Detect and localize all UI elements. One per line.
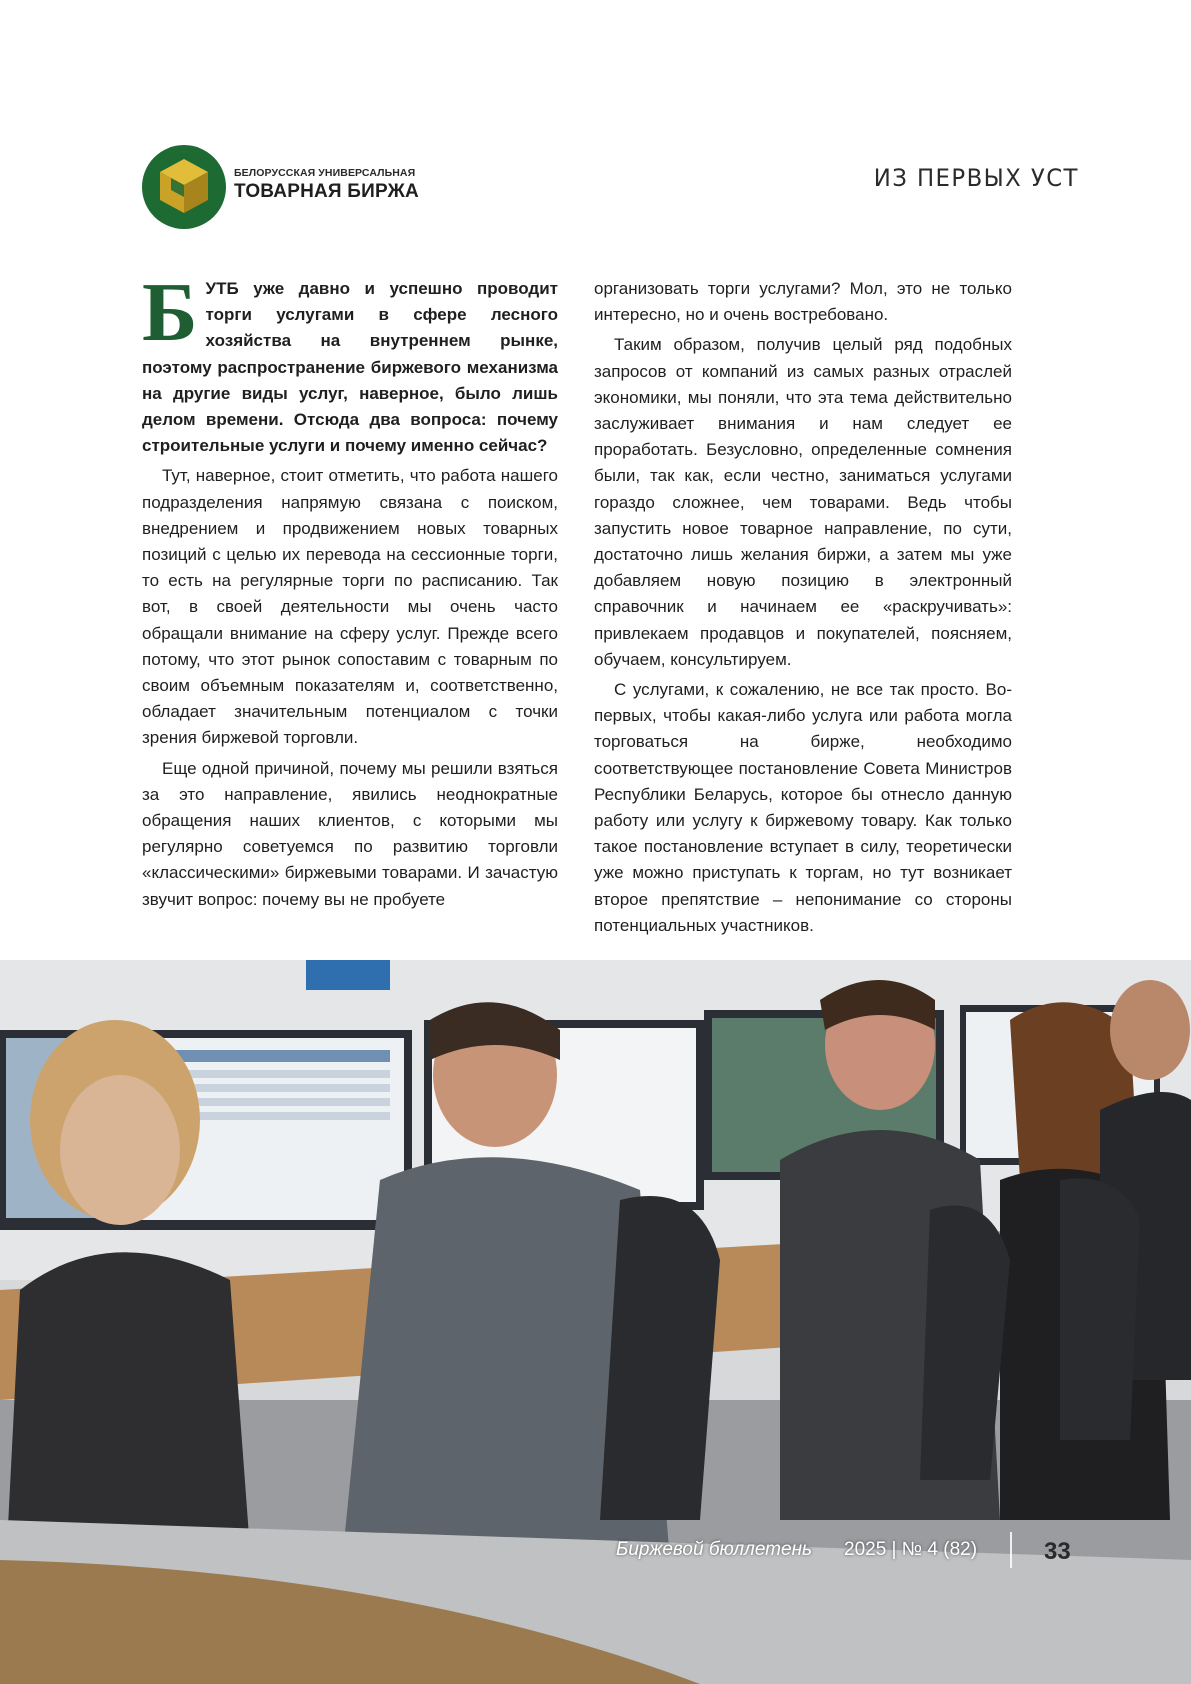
article-right-column [594,276,1012,939]
article-paragraph: С услугами, к сожалению, не все так просто. Во-первых, чтобы какая-либо услуга или работа могла торговаться на бирже, необходимо соответствующее постановление Совета Министров Республики Беларусь, которое бы отнесло данную работу или услугу к биржевому товару. Как только такое постановление вступает в силу, теоретически уже можно приступать к торгам, но тут возникает второе препятствие – непонимание со стороны потенциальных участников. [594,680,1012,935]
footer-divider [1010,1532,1012,1568]
page-number: 33 [1044,1538,1071,1565]
article-paragraph: Таким образом, получив целый ряд подобных запросов от компаний из самых разных отраслей экономики, мы поняли, что эта тема действительно заслуживает внимания и нам следует ее проработать. Безусловно, определенные сомнения были, так как, если честно, заниматься услугами гораздо сложнее, чем товарами. Ведь чтобы запустить новое товарное направление, по сути, достаточно лишь желания биржи, а затем мы уже добавляем новую позицию в электронный справочник и начинаем ее «раскручивать»: привлекаем продавцов и покупателей, поясняем, обучаем, консультируем. [594,335,1012,669]
lead-text: УТБ уже давно и успешно проводит торги услугами в сфере лесного хозяйства на внутреннем рынке, поэтому распространение биржевого механизма на другие виды услуг, наверное, было лишь делом времени. Отсюда два вопроса: почему строительные услуги и почему именно сейчас? [142,279,558,456]
journal-name: Биржевой бюллетень [616,1539,813,1560]
trading-floor-photo [0,960,1191,1684]
org-name-line2: ТОВАРНАЯ БИРЖА [234,181,419,202]
article-lead [142,266,558,459]
article-paragraph: Тут, наверное, стоит отметить, что работа нашего подразделения напрямую связана с поиском, внедрением и продвижением новых товарных позиций с целью их перевода на сессионные торги, то есть на регулярные торги по расписанию. Так вот, в своей деятельности мы очень часто обращали внимание на сферу услуг. Прежде всего потому, что этот рынок сопоставим с товарным по своим объемным показателям и, соответственно, обладает значительным потенциалом с точки зрения биржевой торговли. [142,466,558,748]
article-paragraph: Еще одной причиной, почему мы решили взяться за это направление, явились неоднократные обращения наших клиентов, с которыми мы регулярно советуемся по развитию торговли «классическими» биржевыми товарами. И зачастую звучит вопрос: почему вы не пробуете [142,758,558,909]
article-left-column [142,266,558,913]
cube-logo-icon [142,145,226,229]
drop-cap: Б [142,266,198,359]
article-paragraph: организовать торги услугами? Мол, это не только интересно, но и очень востребовано. [594,279,1012,325]
issue-number: 2025 | № 4 (82) [844,1539,978,1560]
footer-bar [600,1532,1040,1568]
section-title: ИЗ ПЕРВЫХ УСТ [873,164,1079,192]
org-name-line1: БЕЛОРУССКАЯ УНИВЕРСАЛЬНАЯ [234,167,416,179]
